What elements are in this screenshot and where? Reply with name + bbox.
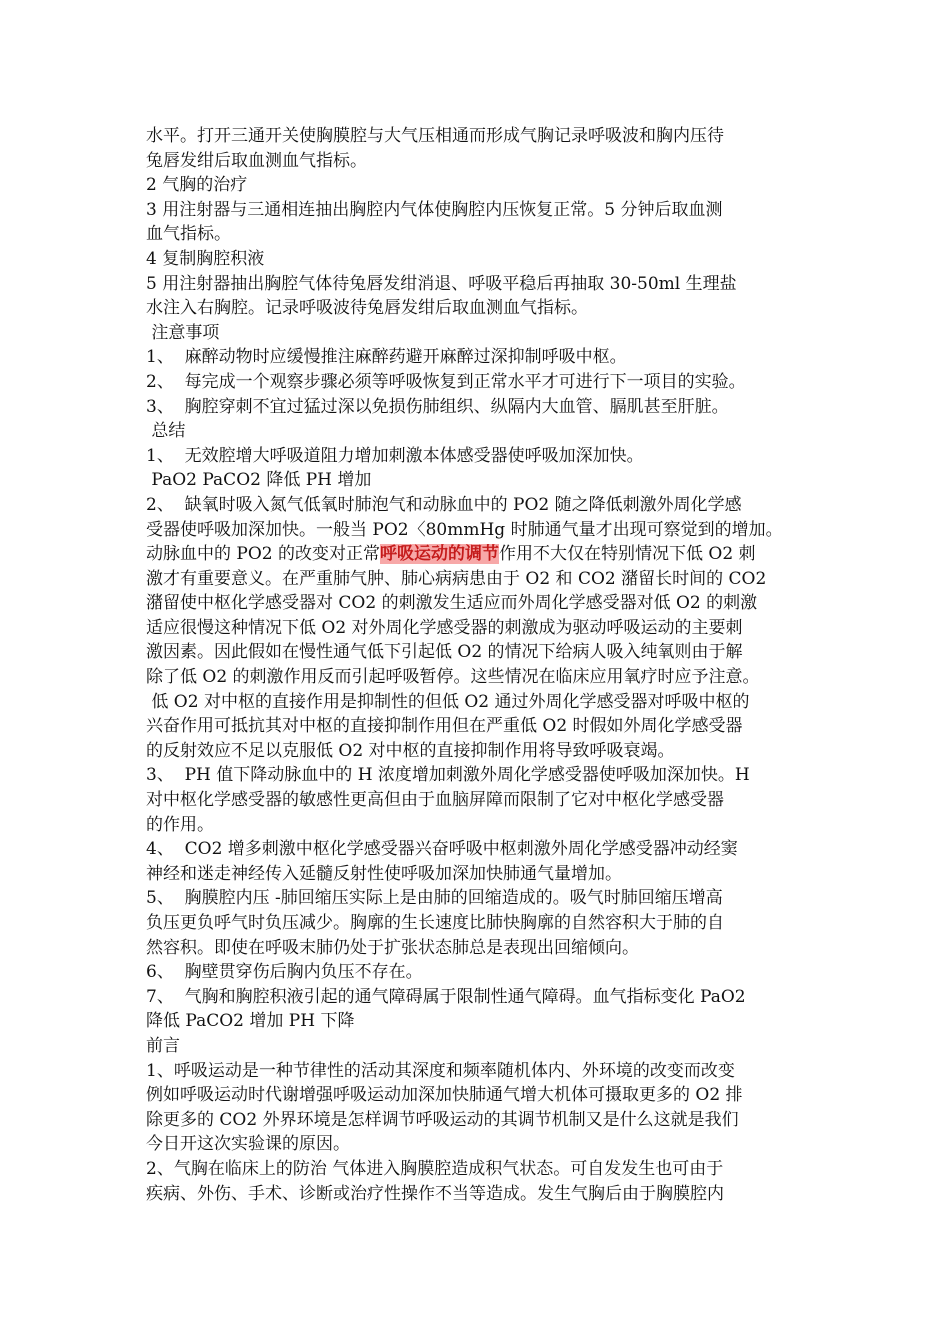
text-line: 注意事项: [146, 322, 220, 343]
text-line: 5 用注射器抽出胸腔气体待兔唇发绀消退、呼吸平稳后再抽取 30-50ml 生理盐: [146, 273, 737, 294]
text-segment: 动脉血中的 PO2 的改变对正常: [146, 544, 380, 565]
text-line: 3 用注射器与三通相连抽出胸腔内气体使胸腔内压恢复正常。5 分钟后取血测: [146, 199, 723, 220]
text-line: 适应很慢这种情况下低 O2 对外周化学感受器的刺激成为驱动呼吸运动的主要刺: [146, 617, 743, 638]
text-line: 1、 无效腔增大呼吸道阻力增加刺激本体感受器使呼吸加深加快。: [146, 445, 644, 466]
highlighted-phrase: 呼吸运动的调节: [380, 544, 499, 565]
text-line: 1、 麻醉动物时应缓慢推注麻醉药避开麻醉过深抑制呼吸中枢。: [146, 347, 627, 368]
text-line: 4、 CO2 增多刺激中枢化学感受器兴奋呼吸中枢刺激外周化学感受器冲动经窦: [146, 839, 738, 860]
text-line: 6、 胸壁贯穿伤后胸内负压不存在。: [146, 962, 423, 983]
text-line: 然容积。即使在呼吸末肺仍处于扩张状态肺总是表现出回缩倾向。: [146, 937, 639, 958]
text-line: 除了低 O2 的刺激作用反而引起呼吸暂停。这些情况在临床应用氧疗时应予注意。: [146, 667, 760, 688]
text-line: 7、 气胸和胸腔积液引起的通气障碍属于限制性通气障碍。血气指标变化 PaO2: [146, 986, 746, 1007]
text-line: PaO2 PaCO2 降低 PH 增加: [146, 470, 372, 491]
text-line: 2、气胸在临床上的防治 气体进入胸膜腔造成积气状态。可自发发生也可由于: [146, 1158, 724, 1179]
text-line: 2、 每完成一个观察步骤必须等呼吸恢复到正常水平才可进行下一项目的实验。: [146, 371, 746, 392]
text-line: 的反射效应不足以克服低 O2 对中枢的直接抑制作用将导致呼吸衰竭。: [146, 740, 675, 761]
text-line: 水注入右胸腔。记录呼吸波待兔唇发绀后取血测血气指标。: [146, 298, 588, 319]
text-line: 兴奋作用可抵抗其对中枢的直接抑制作用但在严重低 O2 时假如外周化学感受器: [146, 716, 743, 737]
text-line: 2、 缺氧时吸入氮气低氧时肺泡气和动脉血中的 PO2 随之降低刺激外周化学感: [146, 494, 742, 515]
text-line: 降低 PaCO2 增加 PH 下降: [146, 1011, 355, 1032]
text-line: 前言: [146, 1035, 180, 1056]
text-line: 激才有重要意义。在严重肺气肿、肺心病病患由于 O2 和 CO2 潴留长时间的 CO2: [146, 568, 767, 589]
text-line: 水平。打开三通开关使胸膜腔与大气压相通而形成气胸记录呼吸波和胸内压待: [146, 126, 724, 146]
text-line: 潴留使中枢化学感受器对 CO2 的刺激发生适应而外周化学感受器对低 O2 的刺激: [146, 593, 758, 614]
text-line: 受器使呼吸加深加快。一般当 PO2〈80mmHg 时肺通气量才出现可察觉到的增加。: [146, 519, 783, 540]
text-line: 负压更负呼气时负压减少。胸廓的生长速度比肺快胸廓的自然容积大于肺的自: [146, 913, 724, 933]
text-line: 激因素。因此假如在慢性通气低下引起低 O2 的情况下给病人吸入纯氧则由于解: [146, 642, 743, 663]
text-line: 4 复制胸腔积液: [146, 248, 265, 269]
text-line: 的作用。: [146, 814, 214, 835]
text-line: 例如呼吸运动时代谢增强呼吸运动加深加快肺通气增大机体可摄取更多的 O2 排: [146, 1085, 743, 1106]
text-line: 今日开这次实验课的原因。: [146, 1134, 350, 1155]
text-line: 3、 PH 值下降动脉血中的 H 浓度增加刺激外周化学感受器使呼吸加深加快。H: [146, 765, 750, 786]
text-line: 总结: [146, 421, 186, 442]
text-line: [146, 542, 826, 567]
document-body: [146, 124, 826, 1206]
text-line: 2 气胸的治疗: [146, 175, 248, 196]
text-line: 血气指标。: [146, 224, 231, 245]
text-line: 神经和迷走神经传入延髓反射性使呼吸加深加快肺通气量增加。: [146, 863, 622, 884]
text-line: 兔唇发绀后取血测血气指标。: [146, 150, 367, 171]
text-line: 1、呼吸运动是一种节律性的活动其深度和频率随机体内、外环境的改变而改变: [146, 1060, 735, 1081]
text-line: 3、 胸腔穿刺不宜过猛过深以免损伤肺组织、纵隔内大血管、膈肌甚至肝脏。: [146, 396, 729, 417]
text-line: 除更多的 CO2 外界环境是怎样调节呼吸运动的其调节机制又是什么这就是我们: [146, 1109, 739, 1130]
text-line: 疾病、外伤、手术、诊断或治疗性操作不当等造成。发生气胸后由于胸膜腔内: [146, 1183, 724, 1204]
text-segment: 作用不大仅在特别情况下低 O2 刺: [499, 544, 756, 565]
text-line: 低 O2 对中枢的直接作用是抑制性的但低 O2 通过外周化学感受器对呼吸中枢的: [146, 691, 750, 712]
text-line: 5、 胸膜腔内压 -肺回缩压实际上是由肺的回缩造成的。吸气时肺回缩压增高: [146, 888, 723, 909]
text-line: 对中枢化学感受器的敏感性更高但由于血脑屏障而限制了它对中枢化学感受器: [146, 790, 724, 811]
